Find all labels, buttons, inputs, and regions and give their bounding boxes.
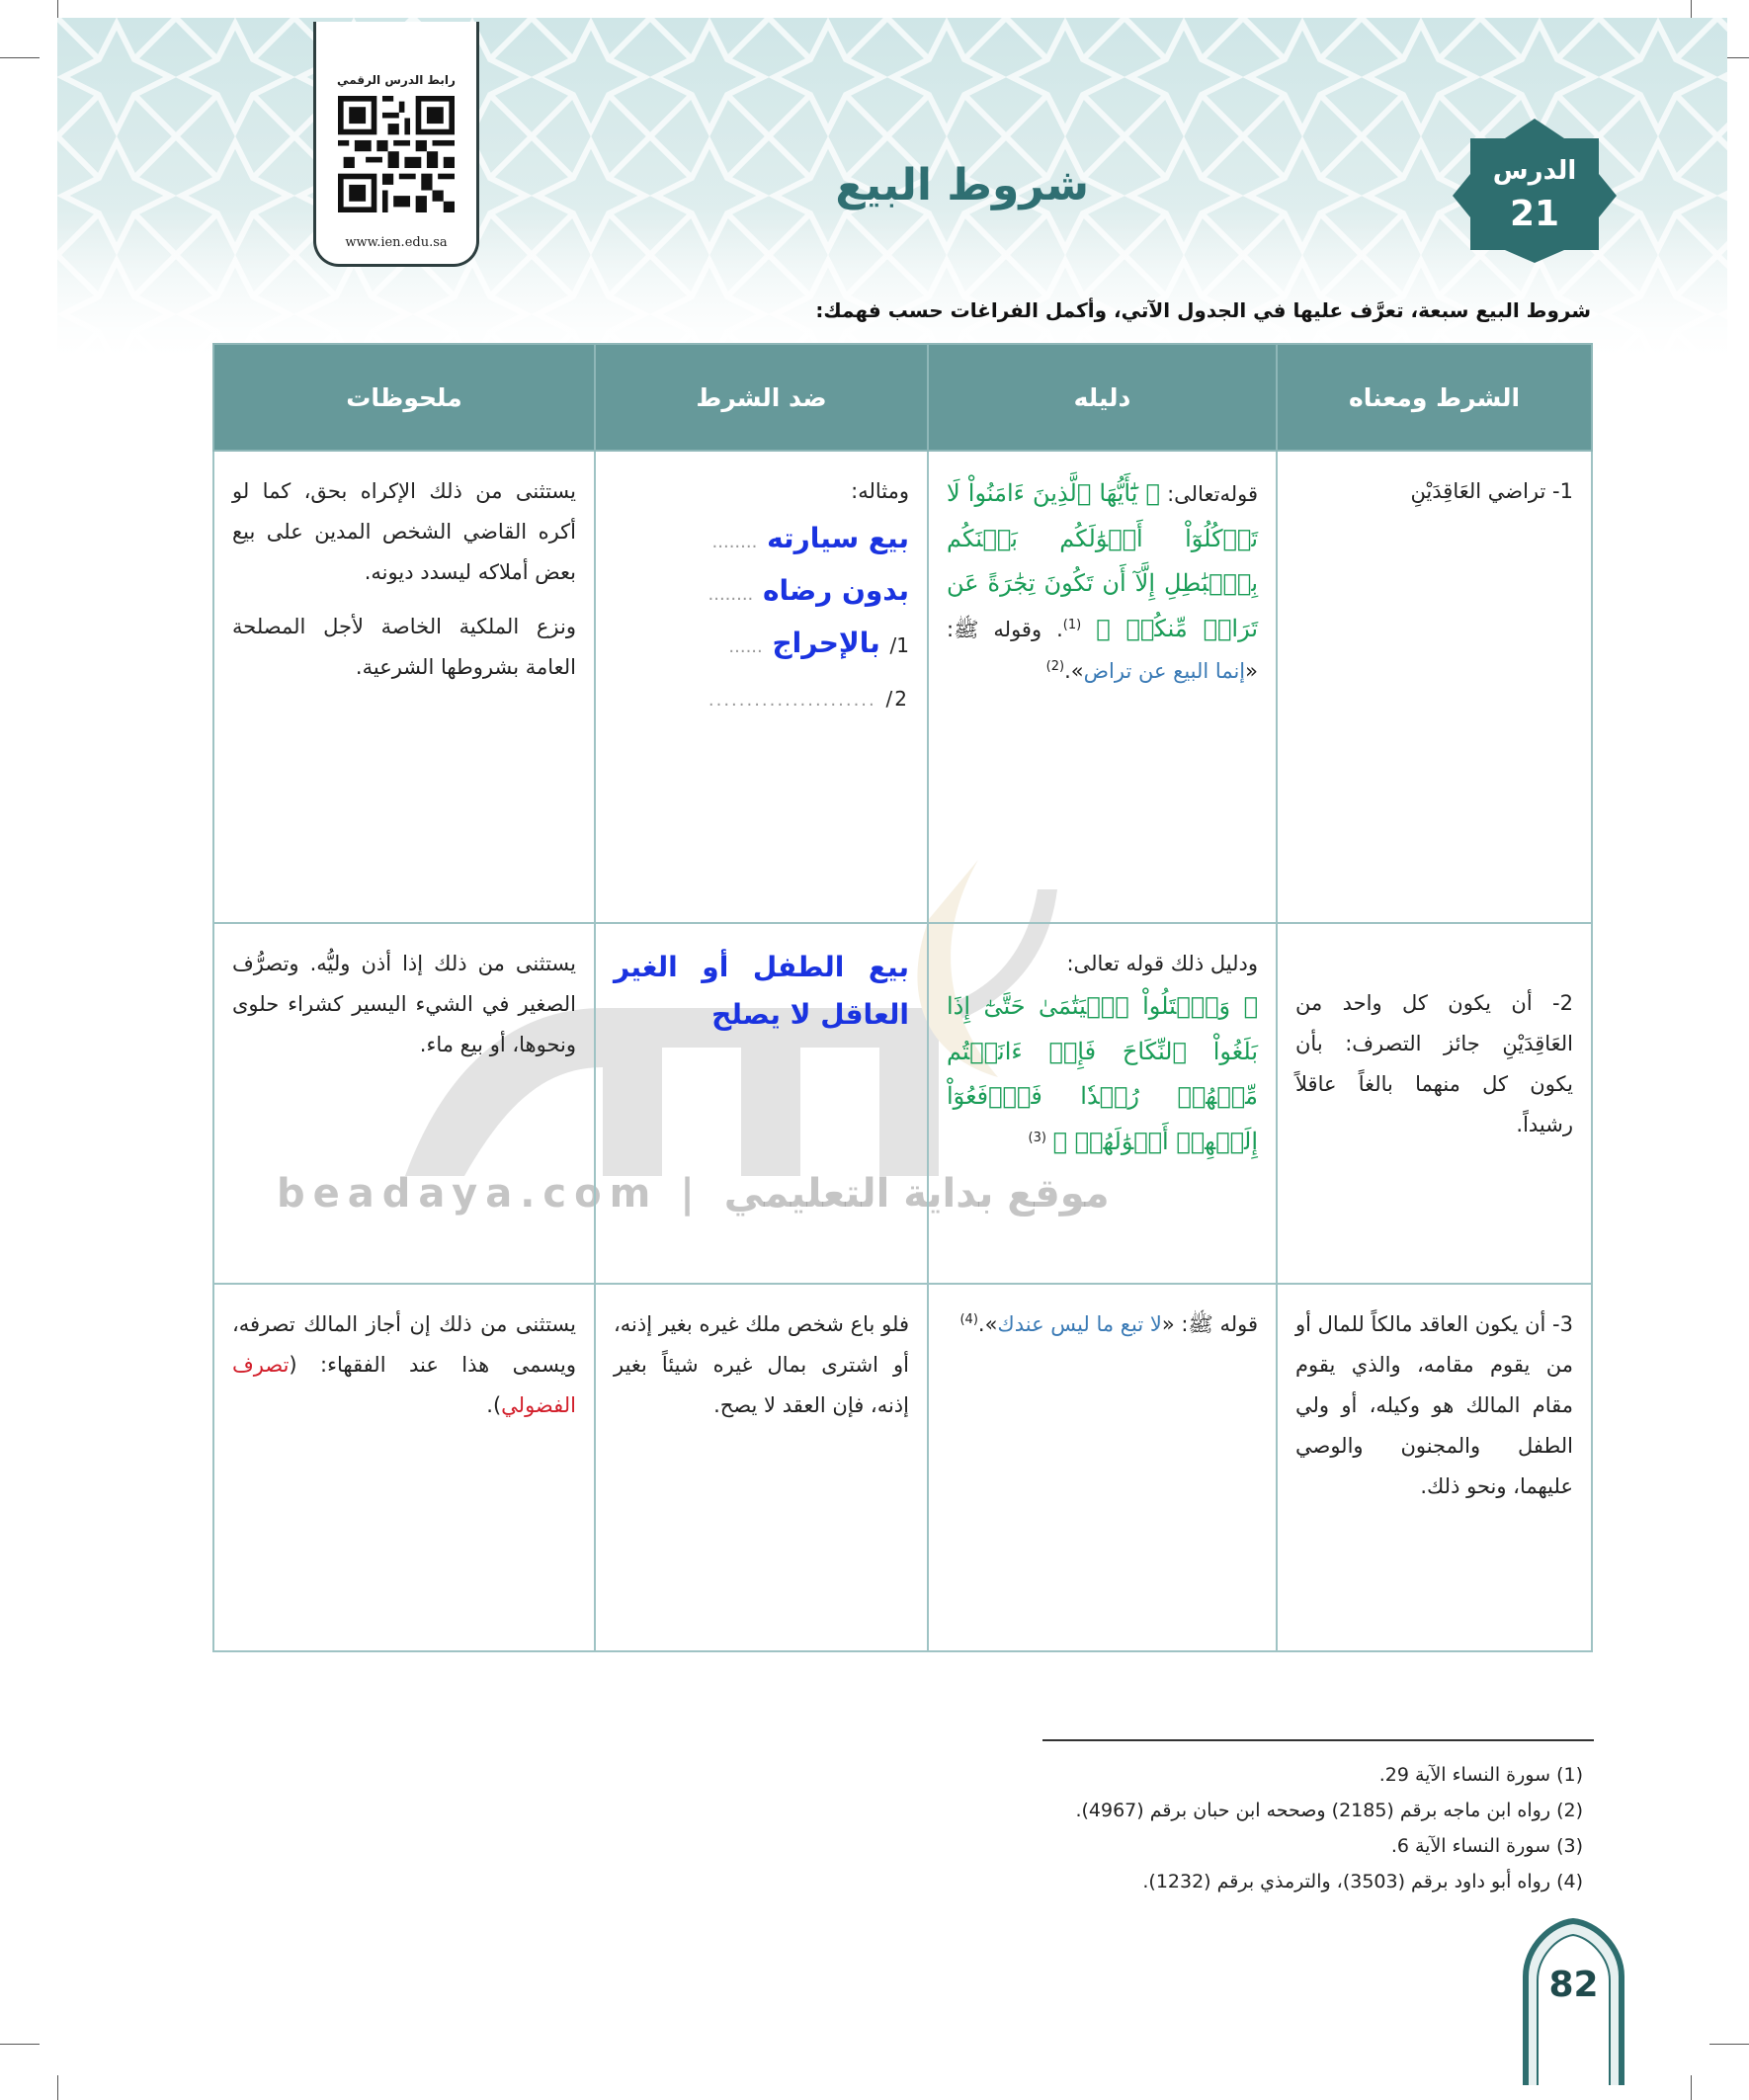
footnote-number: (1) bbox=[1556, 1764, 1583, 1786]
table-header-row bbox=[213, 344, 1592, 451]
footnote-divider bbox=[1042, 1739, 1594, 1741]
condition-cell bbox=[1277, 1284, 1592, 1651]
quran-verse: ﴿ وَٱبۡتَلُواْ ٱلۡيَتَٰمَىٰ حَتَّىٰٓ إِذَا بَلَغُواْ ٱلنِّكَاحَ فَإِنۡ ءَانَسۡتُم مِّنۡهُمۡ رُشۡدٗا فَٱدۡفَعُوٓاْ إِلَيۡهِمۡ أَمۡوَٰلَهُمۡ ﴾ bbox=[947, 991, 1258, 1155]
footnote-ref[interactable]: (1) bbox=[1062, 617, 1082, 632]
crop-mark bbox=[1709, 2044, 1749, 2045]
column-header: الشرط ومعناه bbox=[1277, 344, 1592, 451]
notes-cell bbox=[213, 451, 595, 923]
notes-paragraph: يستثنى من ذلك إذا أذن وليُّه. وتصرُّف الصغير في الشيء اليسير كشراء حلوى ونحوها، أو بيع ماء. bbox=[232, 952, 576, 1056]
fill-answer[interactable] bbox=[614, 564, 909, 617]
item-number: 2/ bbox=[885, 686, 909, 711]
instruction-text: شروط البيع سبعة، تعرَّف عليها في الجدول الآتي، وأكمل الفراغات حسب فهمك: bbox=[815, 298, 1591, 322]
condition-text: 2- أن يكون كل واحد من العَاقِدَيْنِ جائز التصرف: بأن يكون كل منهما بالغاً عاقلاً رشيداً. bbox=[1295, 991, 1573, 1136]
dotted-line: ........ bbox=[711, 531, 758, 552]
opposite-cell bbox=[595, 923, 928, 1284]
footnote-ref[interactable]: (2) bbox=[1045, 659, 1065, 675]
evidence-intro: قوله‌تعالى: bbox=[1167, 482, 1258, 506]
evidence-cell bbox=[928, 923, 1277, 1284]
table-row bbox=[213, 1284, 1592, 1651]
evidence-end: ». bbox=[977, 1312, 998, 1336]
crop-mark bbox=[1691, 2075, 1692, 2100]
fill-answer-text: بالإحراج bbox=[772, 627, 880, 660]
notes-cell bbox=[213, 923, 595, 1284]
condition-text: 3- أن يكون العاقد مالكاً للمال أو من يقوم مقامه، والذي يقوم مقام المالك هو وكيله، أو ولي الطفل والمجنون والوصي عليهما، ونحو ذلك. bbox=[1295, 1312, 1573, 1498]
quran-verse: ﴿ يَٰٓأَيُّهَا ٱلَّذِينَ ءَامَنُواْ لَا تَأۡكُلُوٓاْ أَمۡوَٰلَكُم بَيۡنَكُم بِٱلۡبَٰطِلِ إِلَّآ أَن تَكُونَ تِجَٰرَةً عَن تَرَاضٖ مِّنكُمۡ ﴾ bbox=[947, 479, 1258, 642]
fill-answer[interactable]: بيع الطفل أو الغير العاقل لا يصلح bbox=[614, 951, 909, 1031]
crop-mark bbox=[0, 2044, 40, 2045]
item-number: 1/ bbox=[889, 633, 909, 658]
notes-paragraph-end: ). bbox=[486, 1392, 502, 1417]
lesson-label: الدرس bbox=[1492, 156, 1577, 186]
footnote bbox=[1075, 1828, 1583, 1864]
footnote-text: رواه أبو داود برقم (3503)، والترمذي برقم (1232). bbox=[1142, 1871, 1551, 1893]
notes-paragraph: ونزع الملكية الخاصة لأجل المصلحة العامة بشروطها الشرعية. bbox=[232, 614, 576, 679]
crop-mark bbox=[57, 0, 58, 18]
page-number-badge bbox=[1522, 1917, 1625, 2085]
footnote bbox=[1075, 1864, 1583, 1899]
footnote-number: (4) bbox=[1556, 1871, 1583, 1893]
qr-card[interactable] bbox=[313, 22, 479, 267]
opposite-cell bbox=[595, 1284, 928, 1651]
evidence-intro: ودليل ذلك قوله تعالى: bbox=[1066, 952, 1258, 975]
notes-cell bbox=[213, 1284, 595, 1651]
footnotes bbox=[1075, 1757, 1583, 1899]
notes-paragraph: يستثنى من ذلك الإكراه بحق، كما لو أكره القاضي الشخص المدين على بيع بعض أملاكه ليسدد ديونه. bbox=[232, 479, 576, 584]
opposite-cell bbox=[595, 451, 928, 923]
qr-caption: رابط الدرس الرقمي bbox=[337, 73, 456, 87]
qr-url[interactable]: www.ien.edu.sa bbox=[345, 235, 448, 250]
term-highlight: تصرف الفضولي bbox=[232, 1352, 576, 1417]
table-row bbox=[213, 923, 1592, 1284]
crop-mark bbox=[1691, 0, 1692, 18]
dotted-line: ...... bbox=[728, 636, 763, 658]
dotted-line: ........ bbox=[708, 584, 754, 606]
footnote-number: (2) bbox=[1556, 1800, 1583, 1822]
watermark-text: beadaya.com | موقع بداية التعليمي bbox=[277, 1171, 1110, 1217]
page-number: 82 bbox=[1548, 1965, 1599, 2005]
page-title: شروط البيع bbox=[835, 160, 1089, 210]
fill-answer-text: بيع سيارته bbox=[767, 521, 909, 554]
footnote-number: (3) bbox=[1556, 1835, 1583, 1858]
evidence-cell bbox=[928, 451, 1277, 923]
footnote bbox=[1075, 1757, 1583, 1793]
footnote-ref[interactable]: (4) bbox=[959, 1312, 978, 1327]
notes-paragraph: يستثنى من ذلك إن أجاز المالك تصرفه، ويسمى هذا عند الفقهاء: ( bbox=[232, 1312, 576, 1377]
table-row bbox=[213, 451, 1592, 923]
dotted-line: ...................... bbox=[708, 689, 876, 711]
condition-cell bbox=[1277, 923, 1592, 1284]
fill-answer-text: بدون رضاه bbox=[763, 574, 909, 608]
crop-mark bbox=[57, 2075, 58, 2100]
condition-cell bbox=[1277, 451, 1592, 923]
column-header: ضد الشرط bbox=[595, 344, 928, 451]
hadith-text: إنما البيع عن تراض bbox=[1083, 659, 1246, 684]
condition-text: 1- تراضي العَاقِدَيْنِ bbox=[1410, 479, 1573, 503]
lesson-badge bbox=[1451, 117, 1619, 265]
example-label: ومثاله: bbox=[851, 479, 909, 503]
footnote-ref[interactable]: (3) bbox=[1028, 1130, 1046, 1145]
evidence-intro: قوله ﷺ: « bbox=[1161, 1312, 1258, 1336]
fill-blank[interactable] bbox=[614, 670, 909, 722]
evidence-end: ». bbox=[1064, 659, 1084, 684]
footnote-text: سورة النساء الآية 6. bbox=[1390, 1835, 1551, 1858]
evidence-cell bbox=[928, 1284, 1277, 1651]
conditions-table bbox=[212, 343, 1593, 1652]
octagon-badge-icon bbox=[1451, 117, 1619, 265]
qr-code-icon bbox=[338, 96, 455, 212]
column-header: دليله bbox=[928, 344, 1277, 451]
lesson-number: 21 bbox=[1509, 194, 1560, 234]
fill-answer[interactable] bbox=[614, 617, 909, 669]
opposite-text: فلو باع شخص ملك غيره بغير إذنه، أو اشترى بمال غيره شيئاً بغير إذنه، فإن العقد لا يصح. bbox=[614, 1312, 909, 1417]
column-header: ملحوظات bbox=[213, 344, 595, 451]
crop-mark bbox=[0, 57, 40, 58]
footnote-text: سورة النساء الآية 29. bbox=[1378, 1764, 1551, 1786]
hadith-text: لا تبع ما ليس عندك bbox=[997, 1312, 1162, 1336]
evidence-mid: . وقوله ﷺ: « bbox=[947, 617, 1258, 684]
footnote-text: رواه ابن ماجه برقم (2185) وصححه ابن حبان برقم (4967). bbox=[1075, 1800, 1551, 1822]
footnote bbox=[1075, 1793, 1583, 1828]
fill-answer[interactable] bbox=[614, 512, 909, 564]
